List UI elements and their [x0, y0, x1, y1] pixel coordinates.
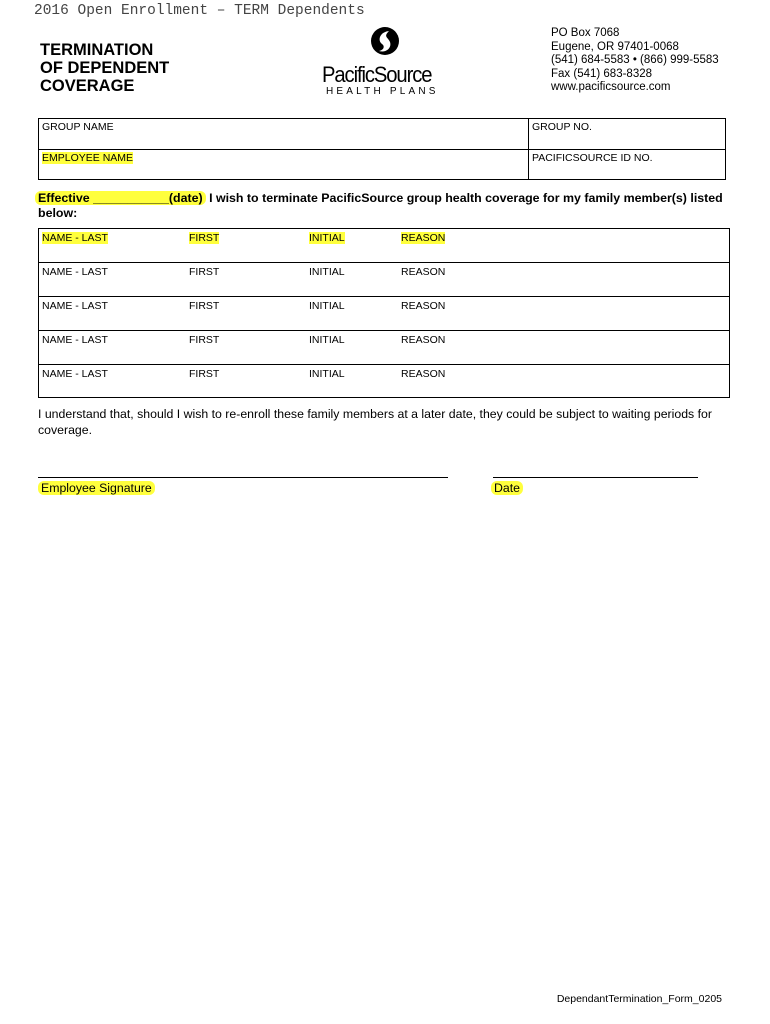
form-footer-code: DependantTermination_Form_0205: [556, 993, 722, 1005]
initial-cell: INITIAL: [309, 300, 345, 312]
pacificsource-logo: [316, 26, 450, 100]
name-last-cell: NAME - LAST: [42, 368, 108, 380]
group-no-label: GROUP NO.: [532, 121, 592, 133]
group-name-field[interactable]: [39, 119, 529, 150]
table-row[interactable]: [39, 331, 729, 365]
reason-cell: REASON: [401, 232, 446, 244]
initial-cell: INITIAL: [309, 368, 345, 380]
address-website: www.pacificsource.com: [551, 81, 671, 94]
reason-cell: REASON: [401, 300, 446, 312]
address-phone: (541) 684-5583 • (866) 999-5583: [551, 54, 719, 67]
first-name-cell: FIRST: [189, 300, 220, 312]
address-line: Eugene, OR 97401-0068: [551, 40, 679, 53]
reason-cell: REASON: [401, 334, 446, 346]
employee-name-label: EMPLOYEE NAME: [42, 152, 134, 164]
initial-cell: INITIAL: [309, 232, 345, 244]
table-row[interactable]: [39, 229, 729, 263]
name-last-cell: NAME - LAST: [42, 334, 108, 346]
group-info-box: [38, 118, 726, 180]
effective-text: I wish to terminate PacificSource group health coverage for my family member(s) listed below:: [38, 191, 723, 220]
group-no-field[interactable]: [529, 119, 725, 150]
pacificsource-swirl-logo-icon: [370, 26, 400, 56]
group-name-label: GROUP NAME: [42, 121, 114, 133]
employee-signature-line[interactable]: [38, 477, 448, 478]
first-name-cell: FIRST: [189, 232, 220, 244]
first-name-cell: FIRST: [189, 266, 220, 278]
pacificsource-id-field[interactable]: [529, 150, 725, 179]
form-title-line: OF DEPENDENT: [40, 59, 170, 77]
table-row[interactable]: [39, 297, 729, 331]
employee-name-field[interactable]: [39, 150, 529, 179]
form-title-line: TERMINATION: [40, 41, 154, 59]
initial-cell: INITIAL: [309, 266, 345, 278]
first-name-cell: FIRST: [189, 368, 220, 380]
understand-statement: I understand that, should I wish to re-enroll these family members at a later date, they could be subject to waiting periods for coverage.: [38, 407, 712, 437]
address-line: PO Box 7068: [551, 27, 620, 39]
table-row[interactable]: [39, 365, 729, 399]
document-header: 2016 Open Enrollment – TERM Dependents: [34, 3, 365, 19]
name-last-cell: NAME - LAST: [42, 232, 108, 244]
logo-subtitle: HEALTH PLANS: [326, 86, 439, 97]
name-last-cell: NAME - LAST: [42, 266, 108, 278]
form-title: [40, 41, 240, 95]
logo-wordmark: PacificSource: [322, 62, 432, 87]
date-line[interactable]: [493, 477, 698, 478]
address-fax: Fax (541) 683-8328: [551, 67, 653, 80]
dependents-table: [38, 228, 730, 398]
effective-date-field[interactable]: Effective ___________(date): [35, 191, 206, 205]
table-row[interactable]: [39, 263, 729, 297]
first-name-cell: FIRST: [189, 334, 220, 346]
initial-cell: INITIAL: [309, 334, 345, 346]
company-address: [551, 27, 719, 95]
effective-statement: [38, 191, 733, 221]
reason-cell: REASON: [401, 266, 446, 278]
form-title-line: COVERAGE: [40, 77, 135, 95]
pacificsource-id-label: PACIFICSOURCE ID NO.: [532, 152, 653, 164]
date-label: Date: [491, 481, 523, 495]
name-last-cell: NAME - LAST: [42, 300, 108, 312]
reason-cell: REASON: [401, 368, 446, 380]
employee-signature-label: Employee Signature: [38, 481, 155, 495]
